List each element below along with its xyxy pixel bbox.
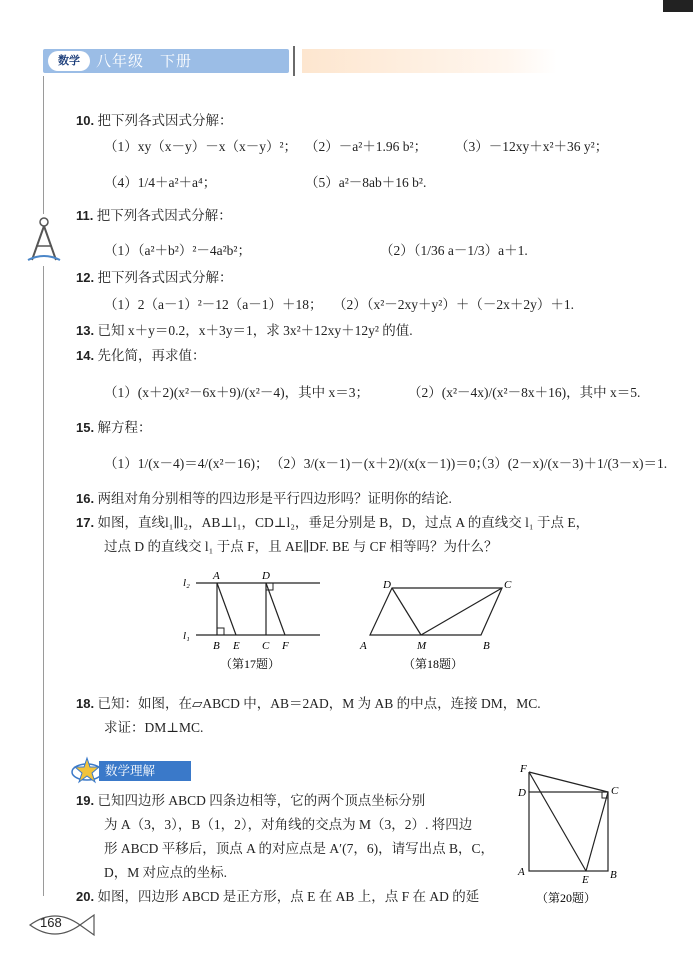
p11-part-2: （2）（1/36 a－1/3）a＋1. <box>380 243 528 258</box>
label-D: D <box>518 787 526 799</box>
problem-text: 把下列各式因式分解： <box>97 113 233 128</box>
problem-16 <box>76 489 452 509</box>
label-A: A <box>360 640 367 652</box>
label-C: C <box>611 785 619 797</box>
label-C: C <box>262 640 270 652</box>
page-number: 168 <box>40 915 62 930</box>
problem-text: 解方程： <box>97 420 152 435</box>
header-title: 八年级 下册 <box>96 52 193 70</box>
header-logo: 数学 <box>48 51 90 71</box>
p10-part-4: （4）1/4＋a²＋a⁴； <box>104 175 217 190</box>
problem-number: 20. <box>76 889 95 904</box>
figure-20 <box>512 760 624 914</box>
figure-20-caption: （第20题） <box>536 891 597 905</box>
label-D: D <box>262 570 270 582</box>
p10-part-3: （3）－12xy＋x²＋36 y²； <box>455 139 609 154</box>
p10-part-1: （1）xy（x－y）－x（x－y）²； <box>104 139 298 154</box>
label-l2: l₂ <box>183 577 190 589</box>
problem-10 <box>76 111 232 131</box>
p10-part-5: （5）a²－8ab＋16 b². <box>305 175 427 190</box>
label-B: B <box>213 640 220 652</box>
problem-19-line-4: D，M 对应点的坐标. <box>104 865 228 880</box>
label-E: E <box>233 640 240 652</box>
p14-part-1: （1）(x＋2)(x²－6x＋9)/(x²－4)，其中 x＝3； <box>104 385 369 400</box>
problem-11 <box>76 206 232 226</box>
margin-rule <box>43 266 44 896</box>
problem-text: 把下列各式因式分解： <box>96 208 232 223</box>
problem-12 <box>76 268 232 288</box>
problem-text: 如图，直线l₁∥l₂，AB⊥l₁，CD⊥l₂，垂足分别是 B，D，过点 A 的直线交 l₁ 于点 E， <box>97 515 590 530</box>
label-A: A <box>213 570 220 582</box>
problem-number: 19. <box>76 793 95 808</box>
compass-icon <box>24 214 64 270</box>
page-corner-mark <box>663 0 693 12</box>
problem-number: 12. <box>76 270 95 285</box>
p12-part-1: （1）2（a－1）²－12（a－1）＋18； <box>104 297 323 312</box>
problem-text: 把下列各式因式分解： <box>97 270 233 285</box>
label-A: A <box>518 866 525 878</box>
problem-13 <box>76 321 413 341</box>
problem-text: 已知 x＋y＝0.2，x＋3y＝1，求 3x²＋12xy＋12y² 的值. <box>97 323 413 338</box>
problem-number: 14. <box>76 348 95 363</box>
p15-part-2: （2）3/(x－1)－(x＋2)/(x(x－1))＝0； <box>270 456 489 471</box>
problem-number: 17. <box>76 515 95 530</box>
problem-number: 18. <box>76 696 95 711</box>
p12-part-2: （2）（x²－2xy＋y²）＋（－2x＋2y）＋1. <box>333 297 574 312</box>
label-F: F <box>282 640 289 652</box>
margin-rule <box>43 76 44 214</box>
label-C: C <box>504 579 512 591</box>
label-l1: l₁ <box>183 630 190 642</box>
problem-17-line-2: 过点 D 的直线交 l₁ 于点 F，且 AE∥DF. BE 与 CF 相等吗？为什么？ <box>104 539 498 554</box>
problem-number: 16. <box>76 491 95 506</box>
header-band <box>302 49 557 73</box>
p15-part-1: （1）1/(x－4)＝4/(x²－16)； <box>104 456 269 471</box>
problem-number: 10. <box>76 113 95 128</box>
figure-17 <box>180 568 330 682</box>
header-separator <box>293 46 295 76</box>
figure-17-caption: （第17题） <box>220 657 281 671</box>
problem-17 <box>76 513 589 533</box>
label-B: B <box>483 640 490 652</box>
problem-text: 如图，四边形 ABCD 是正方形，点 E 在 AB 上，点 F 在 AD 的延 <box>97 889 480 904</box>
problem-text: 已知：如图，在▱ABCD 中，AB＝2AD，M 为 AB 的中点，连接 DM，MC. <box>97 696 541 711</box>
figure-18-caption: （第18题） <box>403 657 464 671</box>
section-title: 数学理解 <box>99 761 191 781</box>
problem-18 <box>76 694 541 714</box>
p15-part-3: （3）(2－x)/(x－3)＋1/(3－x)＝1. <box>474 456 668 471</box>
problem-number: 15. <box>76 420 95 435</box>
p11-part-1: （1）（a²＋b²）²－4a²b²； <box>104 243 251 258</box>
problem-20 <box>76 887 479 907</box>
label-D: D <box>383 579 391 591</box>
problem-text: 已知四边形 ABCD 四条边相等，它的两个顶点坐标分别 <box>97 793 426 808</box>
problem-text: 两组对角分别相等的四边形是平行四边形吗？证明你的结论. <box>97 491 452 506</box>
figure-18 <box>355 572 525 682</box>
p10-part-2: （2）－a²＋1.96 b²； <box>305 139 428 154</box>
problem-number: 13. <box>76 323 95 338</box>
label-F: F <box>520 763 527 775</box>
problem-19-line-2: 为 A（3，3），B（1，2），对角线的交点为 M（3，2）. 将四边 <box>104 817 473 832</box>
problem-18-line-2: 求证：DM⊥MC. <box>104 720 204 735</box>
label-M: M <box>417 640 427 652</box>
problem-15 <box>76 418 151 438</box>
problem-number: 11. <box>76 208 94 223</box>
problem-19-line-3: 形 ABCD 平移后，顶点 A 的对应点是 A′(7，6)，请写出点 B，C， <box>104 841 494 856</box>
problem-19 <box>76 791 425 811</box>
p14-part-2: （2）(x²－4x)/(x²－8x＋16)，其中 x＝5. <box>408 385 641 400</box>
problem-14 <box>76 346 205 366</box>
problem-text: 先化简，再求值： <box>97 348 206 363</box>
label-B: B <box>610 869 617 881</box>
label-E: E <box>582 874 589 886</box>
